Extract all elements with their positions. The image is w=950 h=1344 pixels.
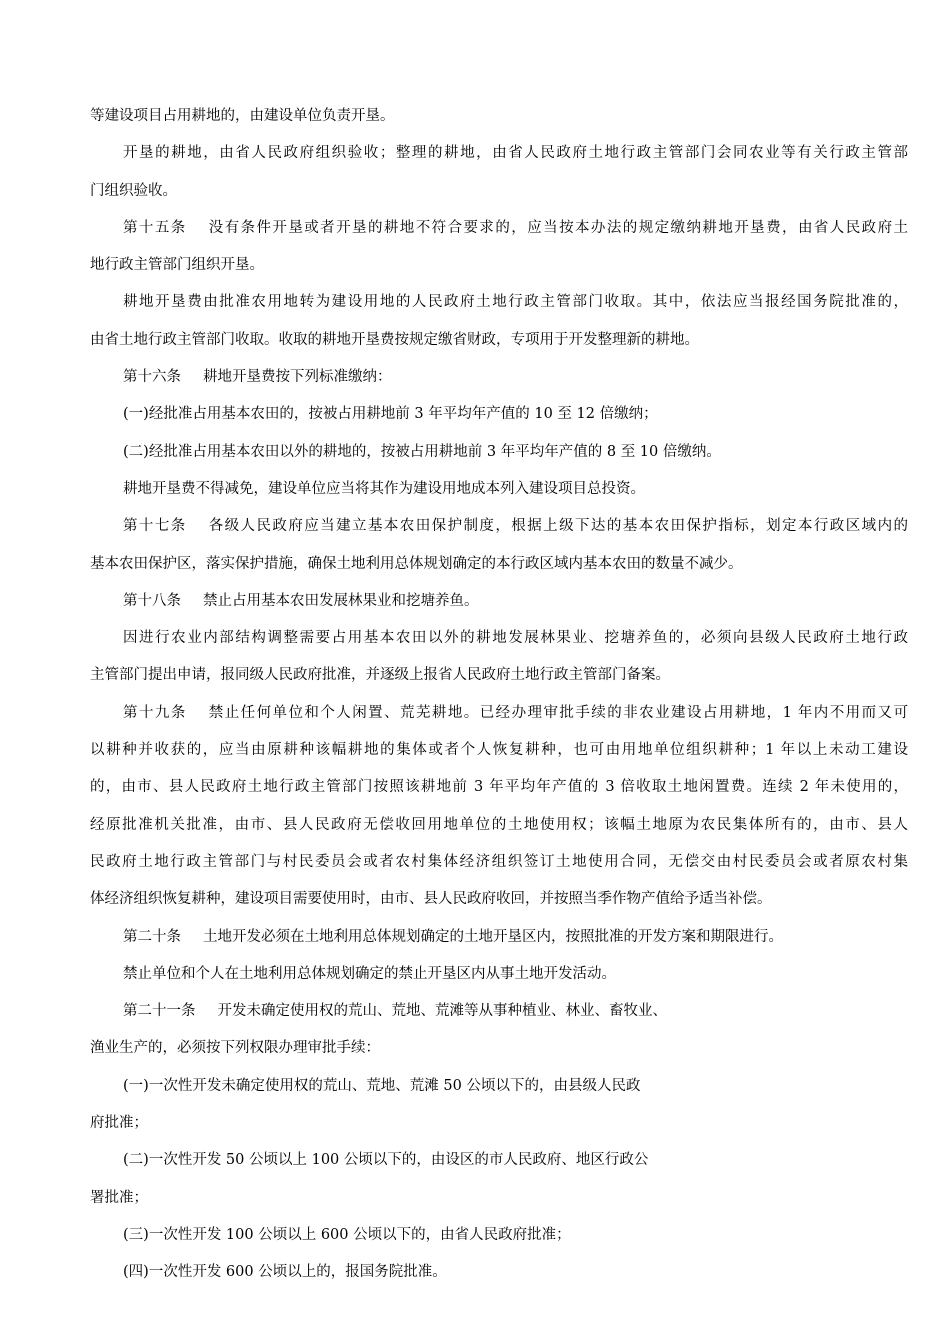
text-line bbox=[90, 210, 908, 247]
line-text: 由省土地行政主管部门收取。收取的耕地开垦费按规定缴省财政，专项用于开发整理新的耕地。 bbox=[90, 331, 699, 348]
text-line bbox=[90, 993, 908, 1030]
article-number: 第二十条 bbox=[123, 928, 181, 945]
line-text: 地行政主管部门组织开垦。 bbox=[90, 257, 264, 274]
article-number: 第二十一条 bbox=[123, 1003, 196, 1020]
line-text: (一)一次性开发未确定使用权的荒山、荒地、荒滩 50 公顷以下的，由县级人民政 bbox=[123, 1077, 641, 1094]
text-line bbox=[90, 508, 908, 545]
line-text: 署批准； bbox=[90, 1189, 148, 1206]
paragraph bbox=[90, 284, 908, 359]
line-text: 等建设项目占用耕地的，由建设单位负责开垦。 bbox=[90, 108, 395, 124]
paragraph bbox=[90, 135, 908, 210]
text-line bbox=[90, 620, 908, 657]
text-line bbox=[90, 1254, 908, 1291]
article-paragraph bbox=[90, 210, 908, 285]
paragraph bbox=[90, 434, 908, 471]
text-line bbox=[90, 956, 908, 993]
document-page bbox=[90, 98, 908, 1292]
text-line bbox=[90, 583, 908, 620]
text-line bbox=[90, 546, 908, 583]
text-line bbox=[90, 284, 908, 321]
text-line bbox=[90, 1180, 908, 1217]
article-number: 第十六条 bbox=[123, 369, 181, 386]
text-line bbox=[90, 471, 908, 508]
article-number: 第十八条 bbox=[123, 592, 181, 609]
text-line bbox=[90, 1142, 908, 1179]
text-line bbox=[90, 98, 908, 135]
paragraph bbox=[90, 956, 908, 993]
line-text: 土地开发必须在土地利用总体规划确定的土地开垦区内，按照批准的开发方案和期限进行。 bbox=[203, 928, 783, 945]
paragraph bbox=[90, 98, 908, 135]
paragraph bbox=[90, 1254, 908, 1291]
line-text: 基本农田保护区，落实保护措施，确保土地利用总体规划确定的本行政区域内基本农田的数量不减少。 bbox=[90, 555, 743, 572]
text-line bbox=[90, 657, 908, 694]
text-line bbox=[90, 434, 908, 471]
line-text: 民政府土地行政主管部门与村民委员会或者农村集体经济组织签订土地使用合同，无偿交由村民委员会或者原农村集 bbox=[90, 853, 908, 870]
paragraph bbox=[90, 620, 908, 695]
line-text: 以耕种并收获的，应当由原耕种该幅耕地的集体或者个人恢复耕种，也可由用地单位组织耕种；1 年以上未动工建设 bbox=[90, 742, 908, 759]
text-line bbox=[90, 396, 908, 433]
text-line bbox=[90, 359, 908, 396]
text-line bbox=[90, 769, 908, 806]
line-text: 体经济组织恢复耕种，建设项目需要使用时，由市、县人民政府收回，并按照当季作物产值给予适当补偿。 bbox=[90, 891, 772, 908]
line-text: (四)一次性开发 600 公顷以上的，报国务院批准。 bbox=[123, 1264, 447, 1281]
text-line bbox=[90, 1068, 908, 1105]
line-text: 门组织验收。 bbox=[90, 182, 177, 199]
line-text: 禁止任何单位和个人闲置、荒芜耕地。已经办理审批手续的非农业建设占用耕地，1 年内不用而又可 bbox=[208, 704, 908, 721]
line-text: 的，由市、县人民政府土地行政主管部门按照该耕地前 3 年平均年产值的 3 倍收取土地闲置费。连续 2 年未使用的， bbox=[90, 779, 908, 796]
line-text: 耕地开垦费按下列标准缴纳： bbox=[203, 369, 392, 386]
article-paragraph bbox=[90, 993, 908, 1068]
text-line bbox=[90, 695, 908, 732]
line-text: 经原批准机关批准，由市、县人民政府无偿收回用地单位的土地使用权；该幅土地原为农民集体所有的，由市、县人 bbox=[90, 816, 908, 833]
text-line bbox=[90, 322, 908, 359]
text-line bbox=[90, 732, 908, 769]
line-text: 禁止单位和个人在土地利用总体规划确定的禁止开垦区内从事土地开发活动。 bbox=[123, 965, 616, 982]
line-text: 主管部门提出申请，报同级人民政府批准，并逐级上报省人民政府土地行政主管部门备案。 bbox=[90, 667, 670, 684]
line-text: (一)经批准占用基本农田的，按被占用耕地前 3 年平均年产值的 10 至 12 倍缴纳； bbox=[123, 406, 658, 423]
line-text: 开发未确定使用权的荒山、荒地、荒滩等从事种植业、林业、畜牧业、 bbox=[217, 1003, 667, 1020]
line-text: 耕地开垦费由批准农用地转为建设用地的人民政府土地行政主管部门收取。其中，依法应当报经国务院批准的， bbox=[123, 294, 908, 311]
line-text: (二)经批准占用基本农田以外的耕地的，按被占用耕地前 3 年平均年产值的 8 至 10 倍缴纳。 bbox=[123, 443, 721, 460]
line-text: 因进行农业内部结构调整需要占用基本农田以外的耕地发展林果业、挖塘养鱼的，必须向县级人民政府土地行政 bbox=[123, 630, 908, 647]
text-line bbox=[90, 1217, 908, 1254]
text-line bbox=[90, 1105, 908, 1142]
line-text: 渔业生产的，必须按下列权限办理审批手续： bbox=[90, 1040, 380, 1057]
paragraph bbox=[90, 1217, 908, 1254]
paragraph bbox=[90, 471, 908, 508]
article-paragraph bbox=[90, 359, 908, 396]
article-number: 第十七条 bbox=[123, 518, 187, 535]
text-line bbox=[90, 135, 908, 172]
text-line bbox=[90, 1030, 908, 1067]
line-text: (三)一次性开发 100 公顷以上 600 公顷以下的，由省人民政府批准； bbox=[123, 1226, 571, 1243]
paragraph bbox=[90, 396, 908, 433]
article-number: 第十九条 bbox=[123, 704, 187, 721]
line-text: 开垦的耕地，由省人民政府组织验收；整理的耕地，由省人民政府土地行政主管部门会同农业等有关行政主管部 bbox=[123, 145, 908, 162]
article-paragraph bbox=[90, 508, 908, 583]
text-line bbox=[90, 881, 908, 918]
paragraph bbox=[90, 1068, 908, 1143]
article-number: 第十五条 bbox=[123, 219, 187, 236]
line-text: 没有条件开垦或者开垦的耕地不符合要求的，应当按本办法的规定缴纳耕地开垦费，由省人民政府土 bbox=[208, 219, 908, 236]
text-line bbox=[90, 173, 908, 210]
line-text: (二)一次性开发 50 公顷以上 100 公顷以下的，由设区的市人民政府、地区行政公 bbox=[123, 1152, 649, 1169]
line-text: 耕地开垦费不得减免，建设单位应当将其作为建设用地成本列入建设项目总投资。 bbox=[123, 480, 645, 497]
article-paragraph bbox=[90, 695, 908, 919]
text-line bbox=[90, 919, 908, 956]
line-text: 各级人民政府应当建立基本农田保护制度，根据上级下达的基本农田保护指标，划定本行政区域内的 bbox=[208, 518, 908, 535]
article-paragraph bbox=[90, 919, 908, 956]
line-text: 府批准； bbox=[90, 1115, 148, 1132]
text-line bbox=[90, 247, 908, 284]
text-line bbox=[90, 807, 908, 844]
line-text: 禁止占用基本农田发展林果业和挖塘养鱼。 bbox=[203, 592, 479, 609]
paragraph bbox=[90, 1142, 908, 1217]
article-paragraph bbox=[90, 583, 908, 620]
text-line bbox=[90, 844, 908, 881]
